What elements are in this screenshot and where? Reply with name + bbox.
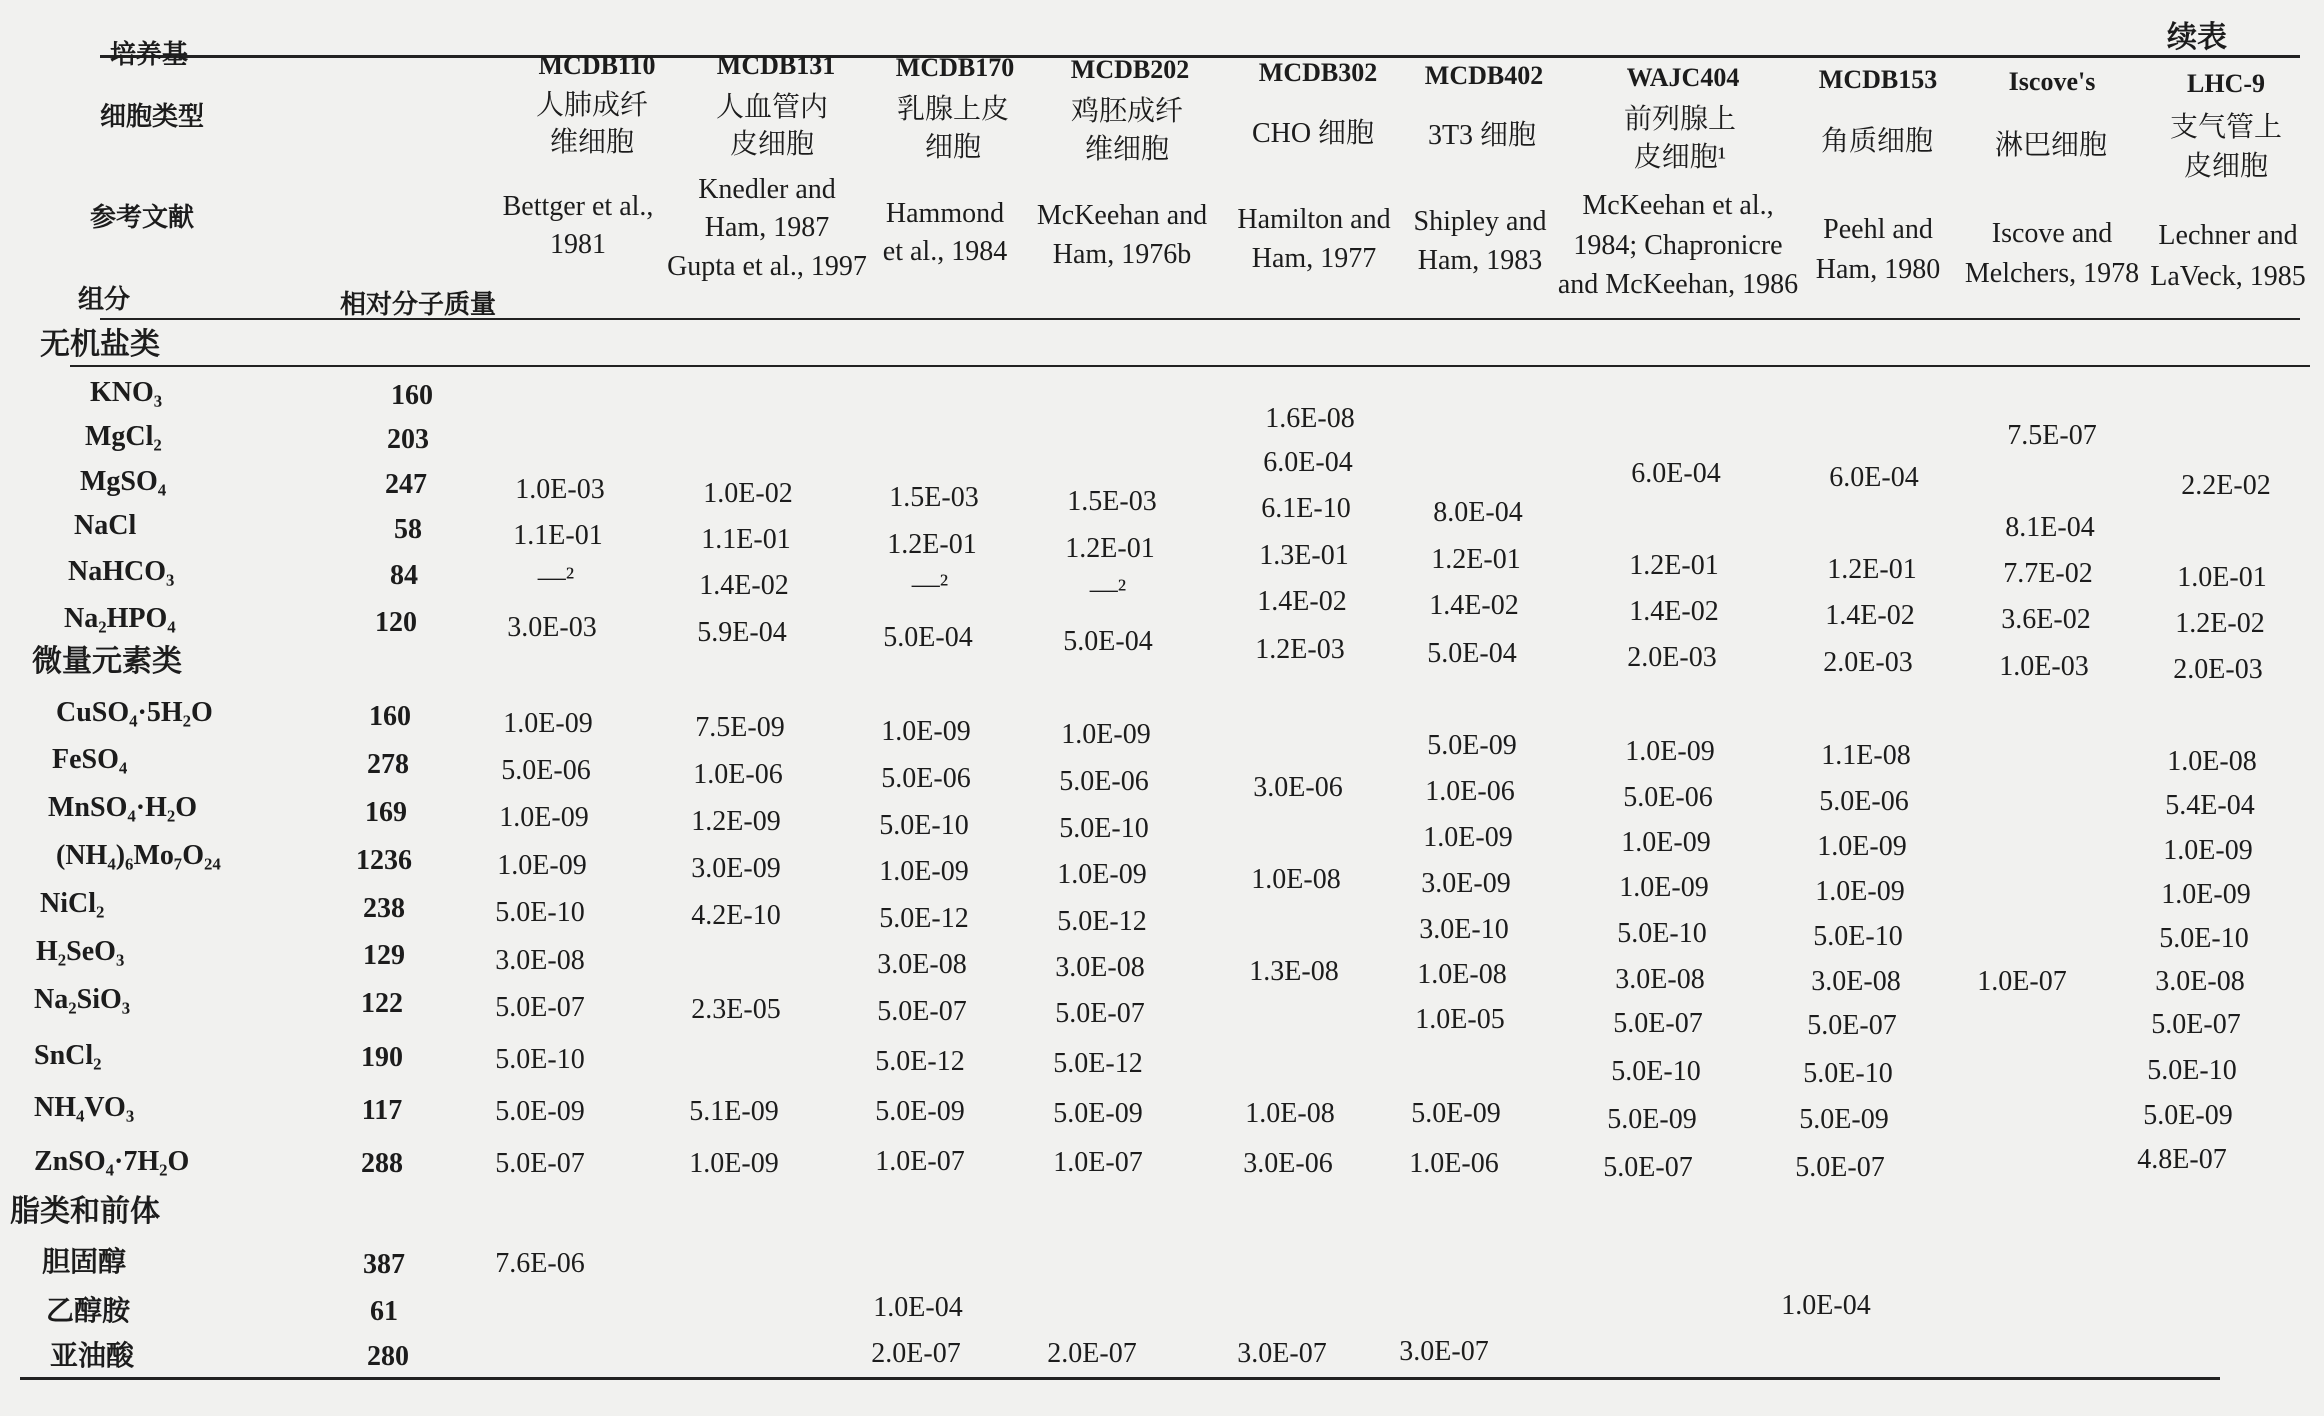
value-cell: 1.5E-03 (889, 482, 979, 513)
value-cell: 5.0E-07 (1613, 1008, 1703, 1039)
value-cell: 7.5E-09 (695, 712, 785, 743)
value-cell: 5.0E-12 (1053, 1048, 1143, 1079)
value-cell: 8.1E-04 (2005, 512, 2095, 543)
component-name: 亚油酸 (50, 1341, 135, 1372)
reference: Shipley and (1413, 206, 1547, 237)
value-cell: 5.4E-04 (2165, 790, 2255, 821)
value-cell: 5.0E-10 (2147, 1055, 2237, 1086)
value-cell: 3.6E-02 (2001, 604, 2091, 635)
value-cell: 5.0E-07 (495, 1148, 585, 1179)
value-cell: 5.0E-07 (877, 996, 967, 1027)
molecular-weight: 61 (370, 1296, 398, 1327)
reference: Knedler and (698, 174, 836, 205)
value-cell: 5.0E-10 (495, 1044, 585, 1075)
molecular-weight: 190 (361, 1042, 403, 1073)
subheader-rule (70, 365, 2310, 367)
value-cell: 1.0E-08 (1417, 959, 1507, 990)
value-cell: 1.0E-09 (1061, 719, 1151, 750)
cell-type: 角质细胞 (1820, 126, 1934, 157)
value-cell: 3.0E-08 (877, 949, 967, 980)
value-cell: 3.0E-07 (1399, 1336, 1489, 1367)
value-cell: 3.0E-06 (1243, 1148, 1333, 1179)
reference: Ham, 1976b (1052, 239, 1192, 270)
value-cell: 1.0E-09 (2161, 879, 2251, 910)
cell-type: 皮细胞 (729, 129, 815, 160)
value-cell: 6.0E-04 (1263, 447, 1353, 478)
component-name: Na₂SiO₃ (34, 984, 131, 1015)
section-trace-elements: 微量元素类 (32, 645, 182, 678)
value-cell: 1.0E-06 (693, 759, 783, 790)
component-name: MgCl₂ (85, 421, 162, 452)
cell-type: 维细胞 (549, 127, 635, 158)
value-cell: 1.0E-08 (2167, 746, 2257, 777)
value-cell: 1.0E-09 (1057, 859, 1147, 890)
value-cell: 8.0E-04 (1433, 497, 1523, 528)
value-cell: 1.1E-01 (513, 520, 603, 551)
reference: et al., 1984 (882, 236, 1008, 267)
molecular-weight: 129 (363, 940, 405, 971)
value-cell: 1.0E-08 (1251, 864, 1341, 895)
value-cell: 3.0E-09 (691, 853, 781, 884)
value-cell: 1.0E-09 (1619, 872, 1709, 903)
reference: and McKeehan, 1986 (1557, 269, 1799, 300)
value-cell: 1.4E-02 (1257, 586, 1347, 617)
value-cell: 7.6E-06 (495, 1248, 585, 1279)
value-cell: 2.0E-07 (871, 1338, 961, 1369)
value-cell: 1.0E-03 (515, 474, 605, 505)
reference: Hammond (885, 198, 1005, 229)
value-cell: 3.0E-07 (1237, 1338, 1327, 1369)
value-cell: 6.1E-10 (1261, 493, 1351, 524)
cell-type: 前列腺上 (1623, 104, 1737, 135)
component-name: 乙醇胺 (46, 1296, 131, 1327)
value-cell: 1.0E-09 (1817, 831, 1907, 862)
component-name: MgSO₄ (80, 466, 167, 497)
cell-type: 乳腺上皮 (896, 94, 1010, 125)
value-cell: 5.0E-09 (1607, 1104, 1697, 1135)
component-name: (NH₄)₆Mo₇O₂₄ (56, 840, 221, 871)
medium-name: MCDB302 (1258, 58, 1378, 87)
component-name: 胆固醇 (42, 1247, 127, 1278)
value-cell: 5.0E-04 (1427, 638, 1517, 669)
medium-name: MCDB202 (1070, 55, 1190, 84)
value-cell: —² (1089, 574, 1127, 605)
value-cell: 1.2E-01 (1827, 554, 1917, 585)
molecular-weight: 120 (375, 607, 417, 638)
value-cell: 1.5E-03 (1067, 486, 1157, 517)
medium-name: Iscove's (2008, 67, 2096, 96)
reference: Ham, 1977 (1251, 243, 1377, 274)
value-cell: 6.0E-04 (1829, 462, 1919, 493)
cell-type: 皮细胞¹ (1633, 142, 1727, 173)
value-cell: 5.0E-09 (1053, 1098, 1143, 1129)
molecular-weight: 169 (365, 797, 407, 828)
value-cell: 3.0E-08 (2155, 966, 2245, 997)
value-cell: 5.0E-10 (1059, 813, 1149, 844)
value-cell: 1.2E-01 (887, 529, 977, 560)
value-cell: 5.0E-10 (1813, 921, 1903, 952)
medium-name: LHC-9 (2187, 69, 2265, 98)
value-cell: 5.0E-12 (1057, 906, 1147, 937)
component-name: NaHCO₃ (68, 556, 175, 587)
value-cell: 1.0E-09 (689, 1148, 779, 1179)
value-cell: 3.0E-08 (1615, 964, 1705, 995)
value-cell: 5.0E-06 (501, 755, 591, 786)
component-name: NaCl (74, 510, 137, 541)
component-name: NiCl₂ (40, 888, 105, 919)
bottom-rule (20, 1377, 2220, 1380)
molecular-weight: 203 (387, 424, 429, 455)
component-name: CuSO₄·5H₂O (56, 697, 213, 728)
cell-type: 细胞 (924, 132, 982, 163)
value-cell: 5.0E-06 (1059, 766, 1149, 797)
value-cell: 1.0E-09 (497, 850, 587, 881)
value-cell: 1.6E-08 (1265, 403, 1355, 434)
value-cell: 5.0E-10 (495, 897, 585, 928)
cell-type: 人肺成纤 (535, 90, 649, 121)
value-cell: 1.4E-02 (1429, 590, 1519, 621)
value-cell: 3.0E-03 (507, 612, 597, 643)
value-cell: 1.0E-09 (1423, 822, 1513, 853)
value-cell: 3.0E-08 (495, 945, 585, 976)
header-medium-label: 培养基 (110, 40, 189, 69)
value-cell: 1.0E-06 (1425, 776, 1515, 807)
cell-type: 维细胞 (1084, 134, 1170, 165)
value-cell: 5.0E-07 (495, 992, 585, 1023)
section-lipids: 脂类和前体 (10, 1195, 160, 1228)
value-cell: 5.0E-09 (1411, 1098, 1501, 1129)
reference: 1981 (550, 229, 606, 260)
component-name: H₂SeO₃ (36, 936, 125, 967)
value-cell: 5.0E-10 (879, 810, 969, 841)
value-cell: 1.2E-03 (1255, 634, 1345, 665)
cell-type: 淋巴细胞 (1994, 130, 2108, 161)
value-cell: 4.2E-10 (691, 900, 781, 931)
component-name: KNO₃ (90, 377, 163, 408)
value-cell: 5.0E-07 (2151, 1009, 2241, 1040)
molecular-weight: 84 (390, 560, 418, 591)
value-cell: 3.0E-06 (1253, 772, 1343, 803)
value-cell: 1.0E-08 (1245, 1098, 1335, 1129)
value-cell: 1.0E-07 (875, 1146, 965, 1177)
reference: McKeehan and (1036, 200, 1208, 231)
value-cell: 2.0E-07 (1047, 1338, 1137, 1369)
value-cell: 5.0E-06 (881, 763, 971, 794)
value-cell: 1.0E-09 (1815, 876, 1905, 907)
reference: Lechner and (2158, 220, 2298, 251)
value-cell: 3.0E-09 (1421, 868, 1511, 899)
cell-type: 3T3 细胞 (1427, 120, 1537, 151)
cell-type: 皮细胞 (2183, 151, 2269, 182)
value-cell: 4.8E-07 (2137, 1144, 2227, 1175)
component-name: MnSO₄·H₂O (48, 792, 198, 823)
value-cell: 1.2E-01 (1629, 550, 1719, 581)
reference: Ham, 1980 (1815, 254, 1941, 285)
molecular-weight: 160 (391, 380, 433, 411)
value-cell: 5.0E-04 (1063, 626, 1153, 657)
value-cell: 5.0E-07 (1603, 1152, 1693, 1183)
value-cell: 5.0E-10 (2159, 923, 2249, 954)
value-cell: 1.0E-05 (1415, 1004, 1505, 1035)
value-cell: 1.4E-02 (699, 570, 789, 601)
value-cell: 5.0E-10 (1803, 1058, 1893, 1089)
value-cell: 5.0E-06 (1819, 786, 1909, 817)
value-cell: 1.0E-04 (1781, 1290, 1871, 1321)
section-inorganic: 无机盐类 (40, 328, 160, 361)
header-cell-type-label: 细胞类型 (100, 102, 205, 131)
header-reference-label: 参考文献 (90, 203, 195, 232)
header-component-label: 组分 (78, 285, 131, 314)
value-cell: 1.3E-08 (1249, 956, 1339, 987)
reference: Ham, 1983 (1417, 245, 1543, 276)
value-cell: 5.1E-09 (689, 1096, 779, 1127)
reference: Gupta et al., 1997 (667, 251, 867, 282)
value-cell: 5.0E-09 (1799, 1104, 1889, 1135)
medium-name: MCDB153 (1818, 65, 1938, 94)
value-cell: 1.0E-09 (879, 856, 969, 887)
medium-name: MCDB110 (538, 51, 656, 80)
medium-name: MCDB170 (895, 53, 1015, 82)
molecular-weight: 1236 (356, 845, 412, 876)
value-cell: 5.0E-10 (1611, 1056, 1701, 1087)
value-cell: 1.0E-07 (1977, 966, 2067, 997)
value-cell: 2.2E-02 (2181, 470, 2271, 501)
value-cell: 5.0E-07 (1795, 1152, 1885, 1183)
molecular-weight: 117 (361, 1095, 403, 1126)
reference: 1984; Chapronicre (1573, 230, 1783, 261)
molecular-weight: 58 (394, 514, 422, 545)
value-cell: 1.0E-03 (1999, 651, 2089, 682)
reference: McKeehan et al., (1582, 190, 1774, 221)
medium-name: WAJC404 (1626, 63, 1740, 92)
value-cell: 5.9E-04 (697, 617, 787, 648)
value-cell: 5.0E-09 (1427, 730, 1517, 761)
value-cell: 1.0E-09 (1625, 736, 1715, 767)
molecular-weight: 247 (385, 469, 427, 500)
component-name: NH₄VO₃ (34, 1092, 135, 1123)
top-rule (100, 55, 2300, 58)
molecular-weight: 280 (367, 1341, 409, 1372)
value-cell: 1.1E-01 (701, 524, 791, 555)
cell-type: 人血管内 (715, 92, 829, 123)
value-cell: 1.0E-09 (503, 708, 593, 739)
value-cell: 5.0E-09 (2143, 1100, 2233, 1131)
reference: Bettger et al., (502, 191, 654, 222)
value-cell: 6.0E-04 (1631, 458, 1721, 489)
medium-name: MCDB402 (1424, 61, 1544, 90)
value-cell: 1.0E-01 (2177, 562, 2267, 593)
value-cell: 1.0E-09 (881, 716, 971, 747)
reference: Ham, 1987 (704, 212, 830, 243)
value-cell: —² (911, 569, 949, 600)
reference: Peehl and (1823, 214, 1933, 245)
value-cell: 5.0E-12 (879, 903, 969, 934)
molecular-weight: 278 (367, 749, 409, 780)
value-cell: 1.4E-02 (1825, 600, 1915, 631)
value-cell: 1.0E-04 (873, 1292, 963, 1323)
reference: Iscove and (1991, 218, 2113, 249)
continued-label: 续表 (2167, 21, 2227, 54)
value-cell: 1.0E-06 (1409, 1148, 1499, 1179)
component-name: Na₂HPO₄ (64, 603, 176, 634)
value-cell: 5.0E-07 (1807, 1010, 1897, 1041)
component-name: FeSO₄ (52, 744, 128, 775)
molecular-weight: 387 (363, 1249, 405, 1280)
value-cell: 1.0E-02 (703, 478, 793, 509)
value-cell: 1.2E-01 (1431, 544, 1521, 575)
value-cell: 5.0E-06 (1623, 782, 1713, 813)
reference: LaVeck, 1985 (2150, 261, 2306, 292)
cell-type: 支气管上 (2169, 112, 2283, 143)
header-mw-label: 相对分子质量 (340, 290, 497, 319)
value-cell: 1.0E-09 (499, 802, 589, 833)
molecular-weight: 288 (361, 1148, 403, 1179)
value-cell: 2.0E-03 (1823, 647, 1913, 678)
value-cell: 1.0E-07 (1053, 1147, 1143, 1178)
molecular-weight: 160 (369, 701, 411, 732)
value-cell: 7.5E-07 (2007, 420, 2097, 451)
cell-type: CHO 细胞 (1251, 118, 1375, 149)
reference: Hamilton and (1237, 204, 1391, 235)
value-cell: 7.7E-02 (2003, 558, 2093, 589)
value-cell: 1.0E-09 (2163, 835, 2253, 866)
value-cell: 2.3E-05 (691, 994, 781, 1025)
value-cell: 1.2E-02 (2175, 608, 2265, 639)
component-name: SnCl₂ (34, 1040, 102, 1071)
value-cell: 5.0E-12 (875, 1046, 965, 1077)
value-cell: 1.3E-01 (1259, 540, 1349, 571)
value-cell: 3.0E-08 (1055, 952, 1145, 983)
value-cell: 1.0E-09 (1621, 827, 1711, 858)
value-cell: 3.0E-08 (1811, 966, 1901, 997)
value-cell: 5.0E-09 (875, 1096, 965, 1127)
value-cell: 5.0E-10 (1617, 918, 1707, 949)
value-cell: 1.2E-01 (1065, 533, 1155, 564)
value-cell: 1.4E-02 (1629, 596, 1719, 627)
value-cell: 5.0E-09 (495, 1096, 585, 1127)
cell-type: 鸡胚成纤 (1070, 96, 1184, 127)
value-cell: 1.2E-09 (691, 806, 781, 837)
molecular-weight: 238 (363, 893, 405, 924)
value-cell: 2.0E-03 (1627, 642, 1717, 673)
value-cell: 2.0E-03 (2173, 654, 2263, 685)
molecular-weight: 122 (361, 988, 403, 1019)
medium-name: MCDB131 (716, 51, 836, 80)
value-cell: 5.0E-07 (1055, 998, 1145, 1029)
reference: Melchers, 1978 (1964, 258, 2140, 289)
value-cell: 1.1E-08 (1821, 740, 1911, 771)
value-cell: —² (537, 562, 575, 593)
value-cell: 5.0E-04 (883, 622, 973, 653)
value-cell: 3.0E-10 (1419, 914, 1509, 945)
component-name: ZnSO₄·7H₂O (34, 1146, 190, 1177)
